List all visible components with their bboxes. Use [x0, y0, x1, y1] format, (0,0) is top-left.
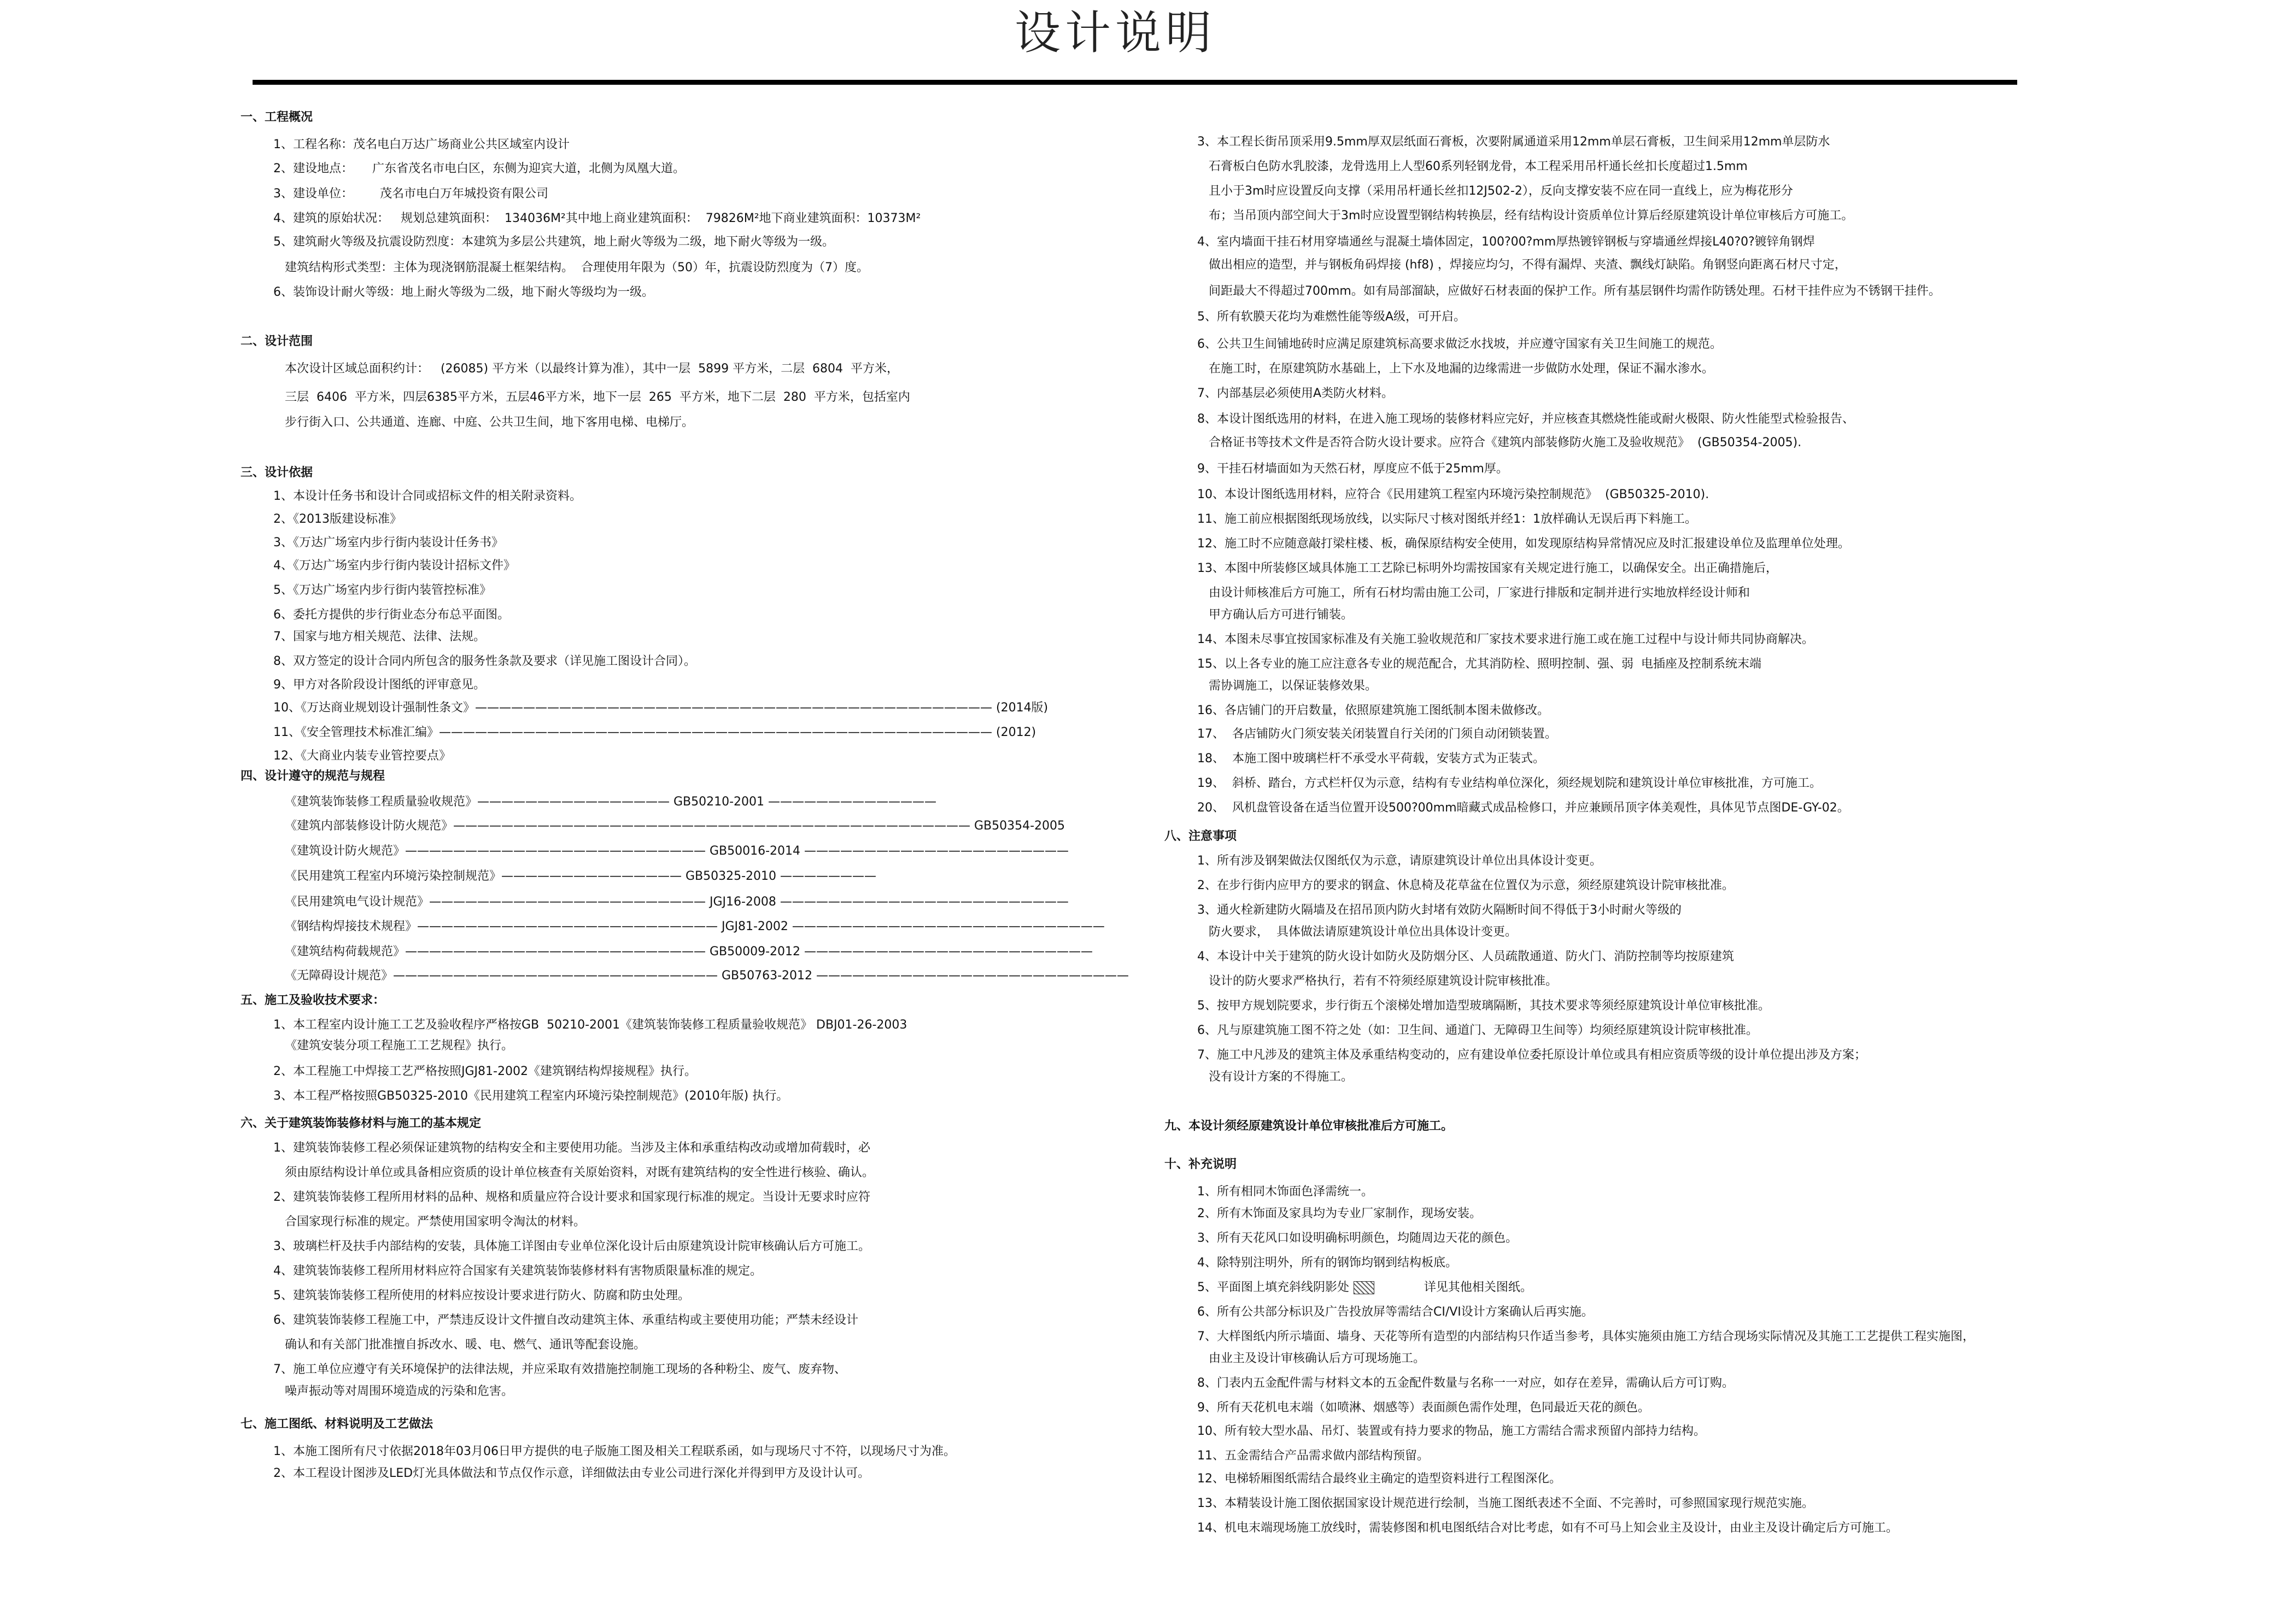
page-title: 设计说明: [1014, 6, 1216, 60]
right-column-line: [1197, 411, 1854, 428]
left-column-text: 《建筑设计防火规范》————————————————————————— GB50016-2014 ——————————————————————: [273, 844, 1069, 858]
right-column-text: 需协调施工，以保证装修效果。: [1197, 679, 1377, 693]
left-column-line: [273, 868, 876, 885]
right-column-text: 5、所有软膜天花均为难燃性能等级A级，可开启。: [1197, 310, 1466, 324]
right-column-text: 3、所有天花风口如设明确标明颜色，均随周边天花的颜色。: [1197, 1231, 1518, 1245]
left-column-text: 《建筑结构荷载规范》————————————————————————— GB50009-2012 ————————————————————————: [273, 945, 1093, 959]
right-column-text: 14、机电末端现场施工放线时，需装修图和机电图纸结合对比考虑，如有不可马上知会业主及设计，由业主及设计确定后方可施工。: [1197, 1521, 1898, 1535]
right-column-text: 11、施工前应根据图纸现场放线，以实际尺寸核对图纸并经1：1放样确认无误后再下料施工。: [1197, 512, 1697, 526]
left-column-text: 9、甲方对各阶段设计图纸的评审意见。: [273, 678, 485, 692]
right-column-line: [1197, 924, 1517, 940]
right-column-line: [1197, 878, 1734, 894]
right-column-line: [1197, 361, 1714, 377]
right-column-line: [1197, 1448, 1429, 1464]
right-column-line: [1197, 134, 1830, 150]
left-column-line: [273, 558, 516, 574]
left-column-text: 5、《万达广场室内步行街内装管控标准》: [273, 583, 491, 597]
title-underline: [253, 80, 2017, 85]
left-column-line: [273, 284, 654, 301]
left-column-line: [273, 818, 1065, 834]
right-column-text: 5、平面图上填充斜线阴影处: [1197, 1281, 1349, 1294]
right-column-text: 5、按甲方规划院要求，步行街五个滚梯处增加造型玻璃隔断，其技术要求等须经原建筑设计单位审核批准。: [1197, 999, 1771, 1013]
right-column-text: 15、以上各专业的施工应注意各专业的规范配合，尤其消防栓、照明控制、强、弱 电插座及控制系统末端: [1197, 657, 1761, 671]
left-column-text: 7、施工单位应遵守有关环境保护的法律法规，并应采取有效措施控制施工现场的各种粉尘、废气、废弃物、: [273, 1363, 847, 1376]
right-column-line: [1197, 656, 1761, 673]
left-column-line: [273, 1312, 858, 1329]
right-column-text: 3、通火栓新建防火隔墙及在招吊顶内防火封堵有效防火隔断时间不得低于3小时耐火等级的: [1197, 903, 1682, 917]
right-column-line: [1197, 1329, 1975, 1345]
right-column-line: [1197, 385, 1393, 402]
right-column-text: 2、在步行街内应甲方的要求的钢盒、休息椅及花草盆在位置仅为示意，须经原建筑设计院审核批准。: [1197, 879, 1735, 892]
left-column-text: 3、《万达广场室内步行街内装设计任务书》: [273, 536, 503, 550]
left-column-line: [273, 186, 548, 202]
right-column-text: 做出相应的造型，并与钢板角码焊接 (hf8) ，焊接应均匀，不得有漏焊、夹渣、飘线灯缺陷。角钢竖向距离石材尺寸定，: [1197, 258, 1847, 272]
right-column-line: [1197, 1400, 1650, 1416]
right-column-text: 2、所有木饰面及家具均为专业厂家制作，现场安装。: [1197, 1207, 1481, 1220]
left-column-text: 2、本工程设计图涉及LED灯光具体做法和节点仅作示意，详细做法由专业公司进行深化并得到甲方及设计认可。: [273, 1467, 870, 1480]
left-column-line: [273, 1362, 846, 1378]
right-column-line: [1197, 183, 1793, 200]
right-column-text: 防火要求， 具体做法请原建筑设计单位出具体设计变更。: [1197, 925, 1517, 939]
right-column-text: 14、本图未尽事宜按国家标准及有关施工验收规范和厂家技术要求进行施工或在施工过程中与设计师共同协商解决。: [1197, 633, 1814, 646]
left-column-line: [273, 582, 491, 599]
right-column-text: 20、 风机盘管设备在适当位置开设500?00mm暗藏式成品检修口，并应兼顾吊顶字体美观性，具体见节点图DE-GY-02。: [1197, 801, 1849, 815]
left-column-text: 本次设计区域总面积约计： (26085) 平方米（以最终计算为准），其中一层 5899 平方米，二层 6804 平方米，: [273, 362, 899, 376]
left-column-line: [273, 1239, 870, 1255]
right-column-line: [1197, 159, 1748, 175]
left-column-text: 《建筑安装分项工程施工工艺规程》执行。: [273, 1039, 513, 1053]
left-column-line: [273, 843, 1069, 860]
right-column-text: 且小于3m时应设置反向支撑（采用吊杆通长丝扣12J502-2），反向支撑安装不应在同一直线上，应为梅花形分: [1197, 184, 1793, 198]
left-column-line: [273, 511, 402, 528]
right-column-heading: [1164, 828, 1237, 845]
right-column-text-suffix: 详见其他相关图纸。: [1374, 1281, 1532, 1294]
left-column-heading: [241, 1416, 433, 1433]
left-column-text: 四、设计遵守的规范与规程: [241, 769, 385, 783]
right-column-line: [1197, 902, 1682, 919]
left-column-heading: [241, 465, 313, 481]
left-column-line: [273, 260, 869, 276]
right-column-text: 1、所有相同木饰面色泽需统一。: [1197, 1185, 1373, 1199]
right-column-text: 17、 各店铺防火门须安装关闭装置自行关闭的门须自动闭锁装置。: [1197, 727, 1557, 741]
right-column-text: 4、室内墙面干挂石材用穿墙通丝与混凝土墙体固定，100?00?mm厚热镀锌钢板与穿墙通丝焊接L40?0?镀锌角钢焊: [1197, 235, 1815, 249]
right-column-line: [1197, 1423, 1706, 1440]
right-column-line: [1197, 1184, 1373, 1200]
left-column-text: 2、本工程施工中焊接工艺严格按照JGJ81-2002《建筑钢结构焊接规程》执行。: [273, 1065, 696, 1078]
right-column-line: [1197, 1375, 1734, 1392]
right-column-text: 10、所有较大型水晶、吊灯、装置或有持力要求的物品，施工方需结合需求预留内部持力结构。: [1197, 1424, 1706, 1438]
left-column-line: [273, 211, 921, 227]
right-column-text: 13、本图中所装修区域具体施工工艺除已标明外均需按国家有关规定进行施工，以确保安全。出正确措施后，: [1197, 562, 1778, 575]
left-column-line: [273, 794, 936, 810]
left-column-line: [273, 361, 899, 377]
left-column-text: 7、国家与地方相关规范、法律、法规。: [273, 630, 485, 644]
right-column-text: 八、注意事项: [1164, 829, 1237, 843]
right-column-text: 13、本精装设计施工图依据国家设计规范进行绘制，当施工图纸表述不全面、不完善时，可参照国家现行规范实施。: [1197, 1497, 1814, 1510]
left-column-line: [273, 137, 570, 153]
right-column-text: 在施工时，在原建筑防水基础上，上下水及地漏的边缘需进一步做防水处理，保证不漏水渗水。: [1197, 362, 1714, 376]
right-column-text: 8、本设计图纸选用的材料，在进入施工现场的装修材料应完好，并应核查其燃烧性能或耐火极限、防火性能型式检验报告、: [1197, 412, 1855, 426]
right-column-text: 9、干挂石材墙面如为天然石材，厚度应不低于25mm厚。: [1197, 462, 1508, 476]
left-column-text: 确认和有关部门批准擅自拆改水、暖、电、燃气、通讯等配套设施。: [273, 1338, 646, 1352]
right-column-text: 18、 本施工图中玻璃栏杆不承受水平荷载，安装方式为正装式。: [1197, 752, 1545, 766]
left-column-line: [273, 1263, 762, 1280]
right-column-line: [1197, 208, 1853, 224]
left-column-line: [273, 944, 1093, 960]
right-column-text: 由设计师核准后方可施工，所有石材均需由施工公司，厂家进行排版和定制并进行实地放样经设计师和: [1197, 586, 1750, 600]
left-column-heading: [241, 334, 313, 350]
left-column-text: 建筑结构形式类型：主体为现浇钢筋混凝土框架结构。 合理使用年限为（50）年，抗震设防烈度为（7）度。: [273, 261, 869, 274]
right-column-text: 16、各店铺门的开启数量，依照原建筑施工图纸制本图未做修改。: [1197, 704, 1549, 717]
right-column-line: [1197, 487, 1709, 503]
left-column-line: [273, 1444, 956, 1460]
left-column-line: [273, 653, 696, 670]
left-column-line: [273, 161, 685, 177]
left-column-line: [273, 1017, 907, 1033]
right-column-text: 7、内部基层必须使用A类防火材料。: [1197, 387, 1394, 400]
left-column-line: [273, 1383, 513, 1400]
left-column-text: 3、玻璃栏杆及扶手内部结构的安装，具体施工详图由专业单位深化设计后由原建筑设计院审核确认后方可施工。: [273, 1240, 871, 1253]
right-column-heading: [1164, 1156, 1237, 1173]
right-column-line: [1197, 751, 1545, 767]
left-column-line: [273, 414, 694, 431]
left-column-line: [273, 1140, 870, 1156]
right-column-line: [1197, 1206, 1481, 1222]
right-column-line: [1197, 800, 1849, 816]
right-column-text: 3、本工程长街吊顶采用9.5mm厚双层纸面石膏板，次要附属通道采用12mm单层石膏板，卫生间采用12mm单层防水: [1197, 135, 1830, 149]
left-column-line: [273, 1337, 646, 1353]
right-column-line: [1197, 949, 1734, 965]
right-column-line: [1197, 1023, 1758, 1039]
right-column-text: 石膏板白色防水乳胶漆，龙骨选用上人型60系列轻钢龙骨，本工程采用吊杆通长丝扣长度超过1.5mm: [1197, 160, 1748, 173]
left-column-heading: [241, 1115, 481, 1132]
left-column-text: 10、《万达商业规划设计强制性条文》——————————————————————————————————————————— (2014版): [273, 701, 1049, 715]
right-column-line: [1197, 585, 1750, 601]
right-column-line: [1197, 560, 1778, 577]
left-column-text: 合国家现行标准的规定。严禁使用国家明令淘汰的材料。: [273, 1215, 585, 1229]
right-column-text: 12、施工时不应随意敲打梁柱楼、板，确保原结构安全使用，如发现原结构异常情况应及时汇报建设单位及监理单位处理。: [1197, 537, 1850, 551]
right-column-line: [1197, 1069, 1353, 1085]
left-column-line: [273, 1088, 788, 1105]
right-column-line: [1197, 1304, 1594, 1321]
right-column-text: 布；当吊顶内部空间大于3m时应设置型钢结构转换层，经有结构设计资质单位计算后经原建筑设计单位审核后方可施工。: [1197, 209, 1854, 223]
right-column-line: [1197, 283, 1941, 300]
left-column-line: [273, 1214, 585, 1230]
right-column-text: 7、施工中凡涉及的建筑主体及承重结构变动的，应有建设单位委托原设计单位或具有相应资质等级的设计单位提出涉及方案；: [1197, 1048, 1867, 1062]
right-column-line: [1197, 309, 1466, 325]
left-column-text: 1、工程名称：茂名电白万达广场商业公共区域室内设计: [273, 138, 570, 151]
left-column-text: 《钢结构焊接技术规程》————————————————————————— JGJ81-2002 ——————————————————————————: [273, 920, 1105, 933]
left-column-text: 1、本工程室内设计施工工艺及验收程序严格按GB 50210-2001《建筑装饰装修工程质量验收规范》 DBJ01-26-2003: [273, 1018, 907, 1032]
left-column-heading: [241, 992, 385, 1009]
right-column-text: 十、补充说明: [1164, 1158, 1237, 1171]
right-column-heading: [1164, 1118, 1453, 1135]
right-column-text: 12、电梯轿厢图纸需结合最终业主确定的造型资料进行工程图深化。: [1197, 1472, 1561, 1486]
right-column-line: [1197, 536, 1850, 552]
left-column-text: 三层 6406 平方米，四层6385平方米，五层46平方米，地下一层 265 平方米，地下二层 280 平方米，包括室内: [273, 390, 910, 404]
left-column-line: [273, 629, 485, 645]
left-column-line: [273, 919, 1105, 935]
right-column-text: 9、所有天花机电末端（如喷淋、烟感等）表面颜色需作处理，色同最近天花的颜色。: [1197, 1401, 1650, 1415]
left-column-line: [273, 1189, 870, 1206]
left-column-text: 二、设计范围: [241, 335, 313, 348]
left-column-text: 8、双方签定的设计合同内所包含的服务性条款及要求（详见施工图设计合同）。: [273, 655, 696, 668]
left-column-text: 1、本施工图所有尺寸依据2018年03月06日甲方提供的电子版施工图及相关工程联系函，如与现场尺寸不符，以现场尺寸为准。: [273, 1445, 956, 1458]
left-column-text: 11、《安全管理技术标准汇编》—————————————————————————————————————————————— (2012): [273, 726, 1036, 739]
left-column-text: 2、建筑装饰装修工程所用材料的品种、规格和质量应符合设计要求和国家现行标准的规定。当设计无要求时应符: [273, 1190, 871, 1204]
right-column-line: [1197, 678, 1377, 694]
right-column-line: [1197, 257, 1847, 273]
left-column-line: [273, 1465, 870, 1482]
left-column-text: 2、《2013版建设标准》: [273, 512, 402, 526]
right-column-text: 由业主及设计审核确认后方可现场施工。: [1197, 1352, 1425, 1365]
left-column-text: 6、委托方提供的步行街业态分布总平面图。: [273, 608, 509, 622]
right-column-text: 1、所有涉及钢架做法仅图纸仅为示意，请原建筑设计单位出具体设计变更。: [1197, 854, 1602, 868]
left-column-text: 《无障碍设计规范》——————————————————————————— GB50763-2012 ——————————————————————————: [273, 969, 1129, 983]
left-column-line: [273, 234, 834, 250]
right-column-line: [1197, 853, 1602, 869]
left-column-line: [273, 894, 1069, 910]
right-column-text: 6、凡与原建筑施工图不符之处（如：卫生间、通道门、无障碍卫生间等）均须经原建筑设计院审核批准。: [1197, 1024, 1759, 1037]
right-column-line: [1197, 632, 1814, 648]
left-column-text: 6、建筑装饰装修工程施工中，严禁违反设计文件擅自改动建筑主体、承重结构或主要使用功能；严禁未经设计: [273, 1313, 859, 1327]
right-column-line: [1197, 607, 1353, 623]
left-column-text: 五、施工及验收技术要求：: [241, 994, 385, 1007]
left-column-text: 5、建筑装饰装修工程所使用的材料应按设计要求进行防火、防腐和防虫处理。: [273, 1289, 690, 1302]
left-column-text: 《建筑内部装修设计防火规范》——————————————————————————————————————————— GB50354-2005: [273, 819, 1065, 833]
left-column-line: [273, 1064, 696, 1080]
left-column-text: 4、建筑的原始状况： 规划总建筑面积： 134036M²其中地上商业建筑面积： 79826M²地下商业建筑面积：10373M²: [273, 212, 921, 225]
left-column-line: [273, 677, 485, 693]
right-column-text: 6、公共卫生间铺地砖时应满足原建筑标高要求做泛水找坡，并应遵守国家有关卫生间施工的规范。: [1197, 337, 1723, 351]
right-column-line: [1197, 726, 1557, 743]
left-column-line: [273, 748, 451, 764]
right-column-line: [1197, 1047, 1866, 1064]
left-column-text: 1、本设计任务书和设计合同或招标文件的相关附录资料。: [273, 489, 582, 503]
right-column-line: [1197, 511, 1697, 528]
right-column-text: 11、五金需结合产品需求做内部结构预留。: [1197, 1449, 1429, 1463]
right-column-text: 6、所有公共部分标识及广告投放屏等需结合CI/VI设计方案确认后再实施。: [1197, 1305, 1594, 1319]
right-column-text: 合格证书等技术文件是否符合防火设计要求。应符合《建筑内部装修防火施工及验收规范》 (GB50354-2005).: [1197, 436, 1802, 449]
left-column-text: 六、关于建筑装饰装修材料与施工的基本规定: [241, 1117, 482, 1130]
left-column-text: 3、建设单位： 茂名市电白万年城投资有限公司: [273, 187, 548, 201]
left-column-text: 4、建筑装饰装修工程所用材料应符合国家有关建筑装饰装修材料有害物质限量标准的规定。: [273, 1264, 763, 1278]
right-column-line: [1197, 1351, 1425, 1367]
left-column-text: 6、装饰设计耐火等级：地上耐火等级为二级，地下耐火等级均为一级。: [273, 285, 654, 299]
left-column-text: 七、施工图纸、材料说明及工艺做法: [241, 1417, 434, 1431]
hatch-pattern-swatch: [1354, 1281, 1374, 1294]
left-column-line: [273, 389, 910, 406]
right-column-text: 4、本设计中关于建筑的防火设计如防火及防烟分区、人员疏散通道、防火门、消防控制等均按原建筑: [1197, 950, 1735, 963]
right-column-text: 10、本设计图纸选用材料，应符合《民用建筑工程室内环境污染控制规范》 (GB50325-2010).: [1197, 488, 1709, 501]
left-column-line: [273, 1038, 513, 1054]
left-column-text: 须由原结构设计单位或具备相应资质的设计单位核查有关原始资料，对既有建筑结构的安全性进行核验、确认。: [273, 1166, 874, 1179]
left-column-line: [273, 968, 1129, 984]
left-column-text: 4、《万达广场室内步行街内装设计招标文件》: [273, 559, 516, 573]
right-column-line: [1197, 1280, 1532, 1296]
left-column-line: [273, 1165, 874, 1181]
right-column-line: [1197, 336, 1722, 353]
right-column-line: [1197, 775, 1821, 792]
right-column-line: [1197, 1496, 1814, 1512]
left-column-text: 3、本工程严格按照GB50325-2010《民用建筑工程室内环境污染控制规范》(2010年版) 执行。: [273, 1089, 789, 1103]
right-column-line: [1197, 703, 1549, 719]
right-column-line: [1197, 1520, 1898, 1537]
left-column-text: 《民用建筑电气设计规范》——————————————————————— JGJ16-2008 ————————————————————————: [273, 895, 1069, 909]
right-column-line: [1197, 435, 1801, 451]
right-column-line: [1197, 1471, 1561, 1487]
right-column-line: [1197, 234, 1815, 250]
left-column-line: [273, 607, 509, 623]
left-column-line: [273, 535, 503, 551]
left-column-text: 《建筑装饰装修工程质量验收规范》———————————————— GB50210-2001 ——————————————: [273, 795, 937, 809]
left-column-line: [273, 488, 582, 505]
left-column-text: 噪声振动等对周围环境造成的污染和危害。: [273, 1385, 513, 1398]
right-column-line: [1197, 461, 1508, 477]
right-column-text: 8、门表内五金配件需与材料文本的五金配件数量与名称一一对应，如存在差异，需确认后方可订购。: [1197, 1376, 1735, 1390]
left-column-text: 步行街入口、公共通道、连廊、中庭、公共卫生间，地下客用电梯、电梯厅。: [273, 416, 694, 429]
right-column-text: 4、除特别注明外，所有的钢饰均钢到结构板底。: [1197, 1256, 1457, 1270]
left-column-text: 一、工程概况: [241, 110, 313, 124]
left-column-heading: [241, 768, 385, 785]
left-column-text: 2、建设地点： 广东省茂名市电白区，东侧为迎宾大道，北侧为凤凰大道。: [273, 162, 685, 176]
right-column-text: 设计的防火要求严格执行，若有不符须经原建筑设计院审核批准。: [1197, 974, 1557, 988]
left-column-heading: [241, 109, 313, 126]
left-column-text: 三、设计依据: [241, 466, 313, 480]
right-column-text: 没有设计方案的不得施工。: [1197, 1070, 1353, 1084]
left-column-text: 5、建筑耐火等级及抗震设防烈度：本建筑为多层公共建筑，地上耐火等级为二级，地下耐火等级为一级。: [273, 235, 835, 249]
right-column-line: [1197, 973, 1557, 990]
left-column-line: [273, 1288, 690, 1304]
right-column-text: 甲方确认后方可进行铺装。: [1197, 608, 1353, 622]
left-column-line: [273, 700, 1048, 716]
right-column-text: 间距最大不得超过700mm。如有局部溜缺，应做好石材表面的保护工作。所有基层钢件均需作防锈处理。石材干挂件应为不锈钢干挂件。: [1197, 284, 1941, 298]
right-column-text: 19、 斜桥、踏台，方式栏杆仅为示意，结构有专业结构单位深化，须经规划院和建筑设计单位审核批准，方可施工。: [1197, 776, 1821, 790]
right-column-line: [1197, 1230, 1518, 1247]
left-column-text: 《民用建筑工程室内环境污染控制规范》——————————————— GB50325-2010 ————————: [273, 869, 877, 883]
left-column-line: [273, 725, 1036, 741]
left-column-text: 1、建筑装饰装修工程必须保证建筑物的结构安全和主要使用功能。当涉及主体和承重结构改动或增加荷载时，必: [273, 1141, 871, 1155]
right-column-text: 九、本设计须经原建筑设计单位审核批准后方可施工。: [1164, 1119, 1454, 1133]
right-column-text: 7、大样图纸内所示墙面、墙身、天花等所有造型的内部结构只作适当参考，具体实施须由施工方结合现场实际情况及其施工工艺提供工程实施图，: [1197, 1330, 1975, 1343]
right-column-line: [1197, 1255, 1457, 1271]
right-column-line: [1197, 998, 1770, 1014]
left-column-text: 12、《大商业内装专业管控要点》: [273, 749, 451, 763]
